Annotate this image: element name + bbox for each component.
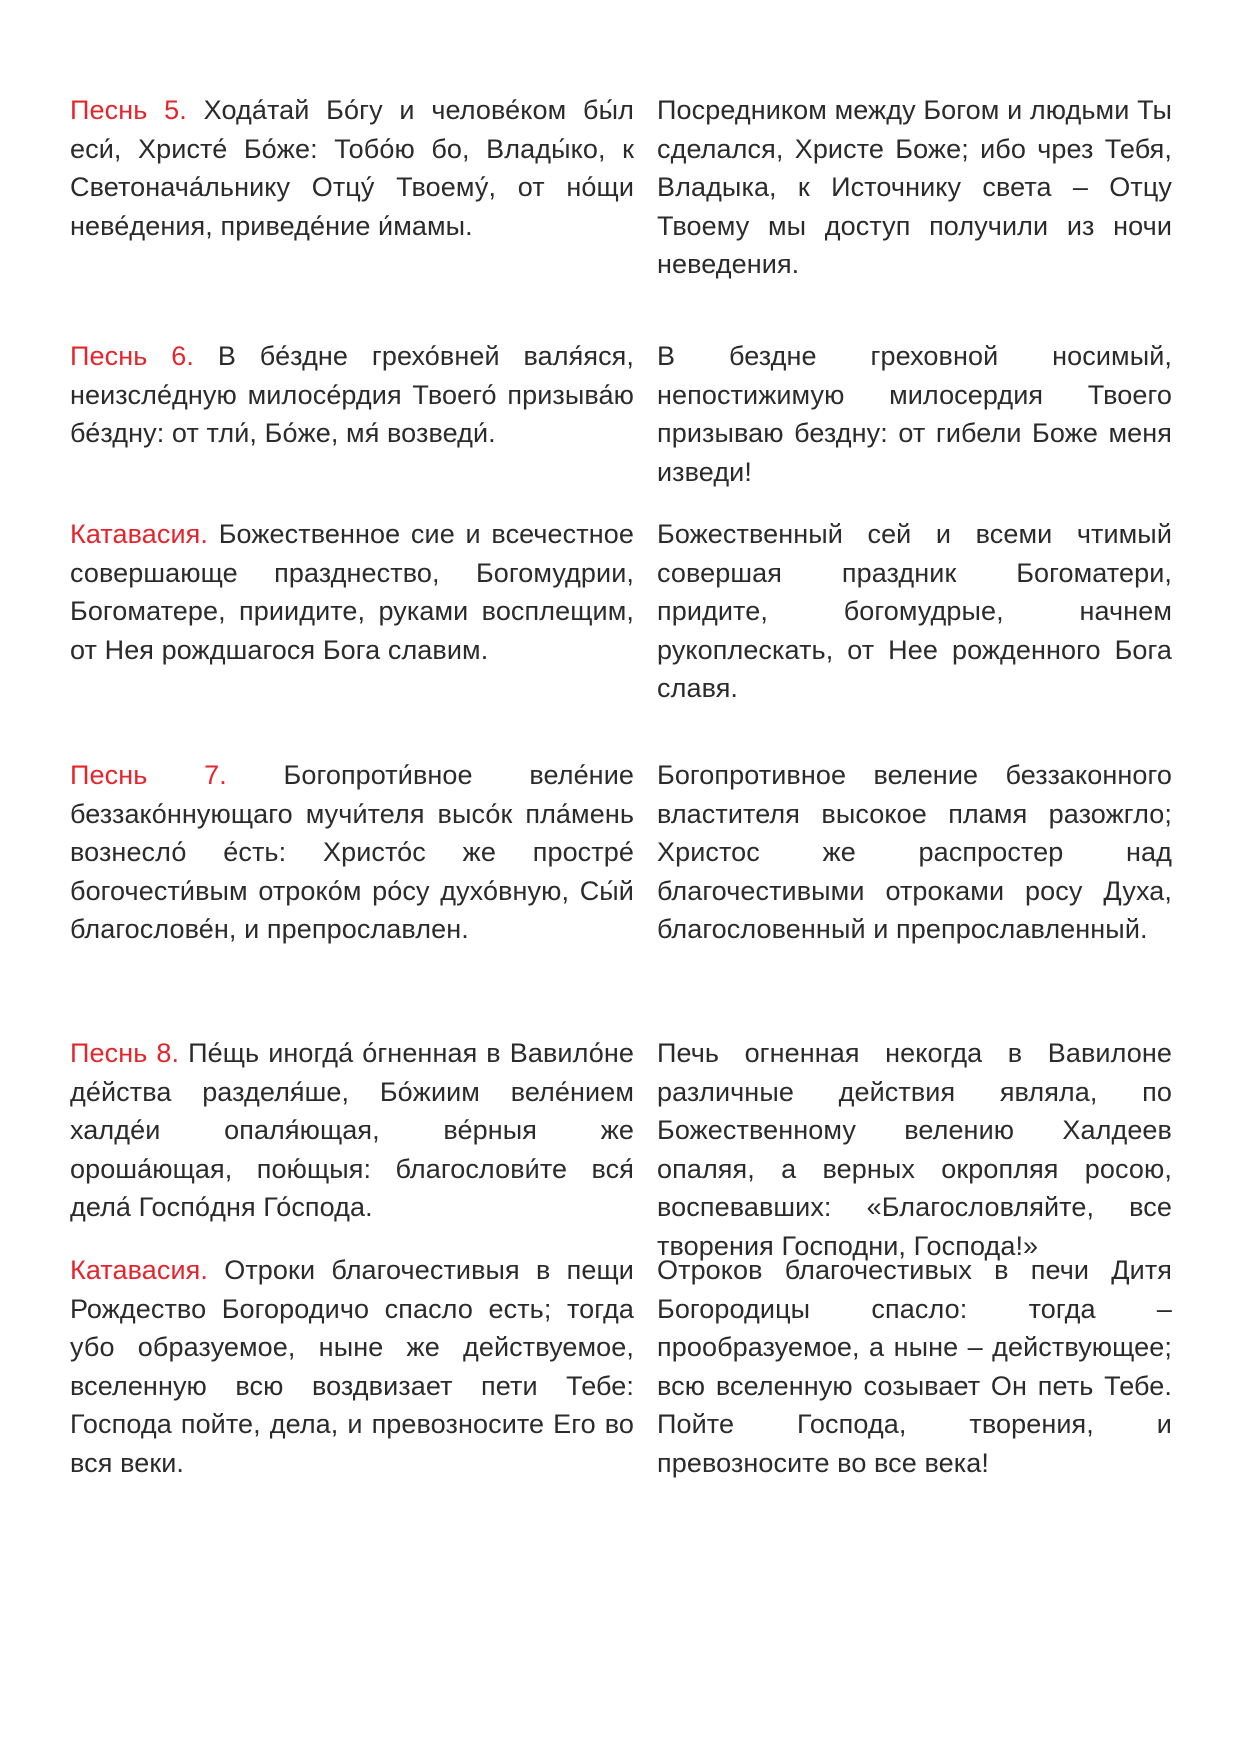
church-slavonic-text [70, 1034, 634, 1265]
church-slavonic-body: Богопроти́вное веле́ние беззако́ннующаго мучи́теля высо́к пла́мень вознесло́ е́сть: Христо́с же простре́ богочести́вым отроко́м ро́су духо́вную, Сы́й благослове́н, и препрославлен. [70, 760, 634, 944]
church-slavonic-text [70, 756, 634, 949]
russian-translation: Божественный сей и всеми чтимый совершая праздник Богоматери, придите, богомудрые, начнем рукоплескать, от Нее рожденного Бога славя. [657, 519, 1172, 703]
stanza-label: Катавасия. [70, 519, 208, 549]
stanza-katavasia-6 [70, 515, 1172, 708]
church-slavonic-text [70, 515, 634, 708]
russian-translation: В бездне греховной носимый, непостижимую милосердия Твоего призываю бездну: от гибели Боже меня изведи! [657, 341, 1172, 487]
church-slavonic-text [70, 1251, 634, 1482]
stanza-ode-5 [70, 91, 1172, 284]
stanza-ode-6 [70, 337, 1172, 491]
russian-translation: Посредником между Богом и людьми Ты сделался, Христе Боже; ибо чрез Тебя, Владыка, к Источнику света – Отцу Твоему мы доступ получили из ночи неведения. [657, 95, 1172, 279]
church-slavonic-text [70, 337, 634, 491]
stanza-label: Песнь 6. [70, 341, 194, 371]
stanza-label: Катавасия. [70, 1255, 208, 1285]
stanza-label: Песнь 7. [70, 760, 227, 790]
church-slavonic-body: Отроки благочестивыя в пещи Рождество Богородичо спасло есть; тогда убо образуемое, ныне же действуемое, вселенную всю воздвизает пети Тебе: Господа пойте, дела, и превозносите Его во вся веки. [70, 1255, 634, 1478]
stanza-katavasia-8 [70, 1251, 1172, 1482]
church-slavonic-body: Божественное сие и всечестное совершающе празднество, Богомудрии, Богоматере, приидите, руками восплещим, от Нея рождшагося Бога славим. [70, 519, 634, 665]
church-slavonic-text [70, 91, 634, 284]
russian-translation: Богопротивное веление беззаконного властителя высокое пламя разожгло; Христос же распростер над благочестивыми отроками росу Духа, благословенный и препрославленный. [657, 760, 1172, 944]
russian-translation: Отроков благочестивых в печи Дитя Богородицы спасло: тогда – прообразуемое, а ныне – действующее; всю вселенную созывает Он петь Тебе. Пойте Господа, творения, и превозносите во все века! [657, 1255, 1172, 1478]
stanza-ode-7 [70, 756, 1172, 949]
church-slavonic-body: В бе́здне грехо́вней валя́яся, неизсле́дную милосе́рдия Твоего́ призыва́ю бе́здну: от тли́, Бо́же, мя́ возведи́. [70, 341, 634, 448]
russian-translation: Печь огненная некогда в Вавилоне различные действия являла, по Божественному велению Халдеев опаляя, а верных окропляя росою, воспевавших: «Благословляйте, все творения Господни, Господа!» [657, 1038, 1172, 1261]
stanza-label: Песнь 5. [70, 95, 187, 125]
stanza-label: Песнь 8. [70, 1038, 180, 1068]
church-slavonic-body: Пе́щь иногда́ о́гненная в Вавило́не де́йства разделя́ше, Бо́жиим веле́нием халде́и опаля́ющая, ве́рныя же ороша́ющая, пою́щыя: благослови́те вся́ дела́ Госпо́дня Го́спода. [70, 1038, 634, 1222]
stanza-ode-8 [70, 1034, 1172, 1265]
church-slavonic-body: Хода́тай Бо́гу и челове́ком бы́л еси́, Христе́ Бо́же: Тобо́ю бо, Влады́ко, к Светонача́льнику Отцу́ Твоему́, от но́щи неве́дения, приведе́ние и́мамы. [70, 95, 634, 241]
